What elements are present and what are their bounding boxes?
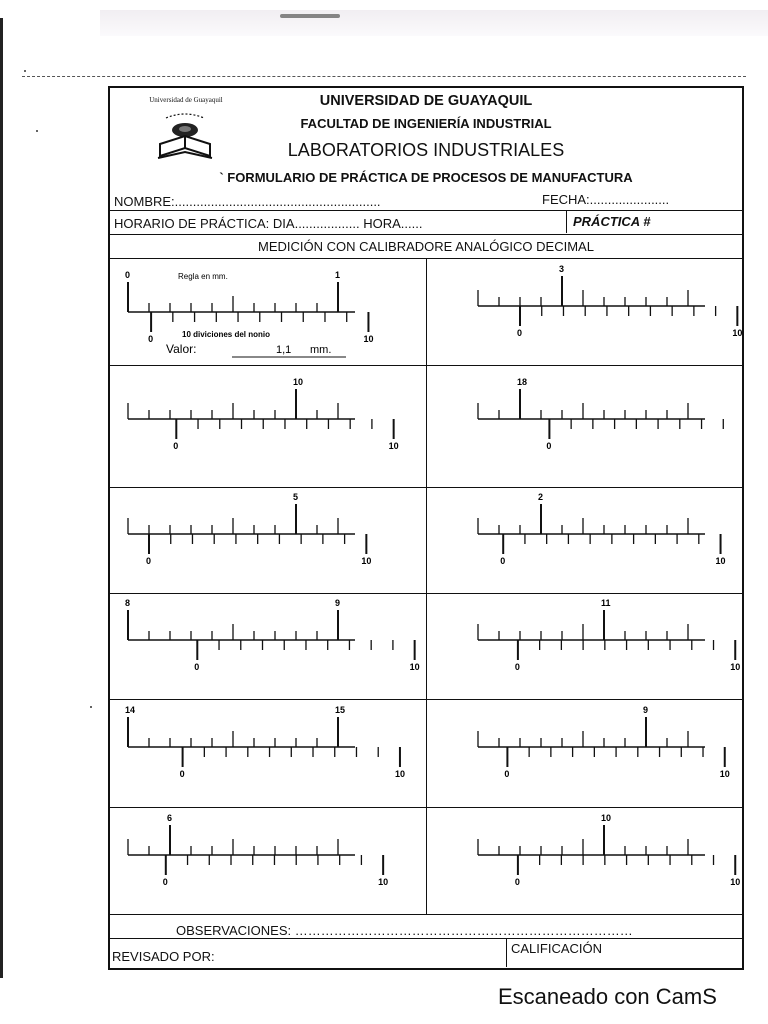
university-name: UNIVERSIDAD DE GUAYAQUIL [319,93,533,109]
nonius-label: 10 diviciones del nonio [182,330,271,339]
main-scale-label: 14 [125,705,136,715]
main-scale-label: 9 [643,705,649,715]
scan-speck [36,130,38,132]
faculty-name: FACULTAD DE INGENIERÍA INDUSTRIAL [300,116,552,131]
vernier-label: 10 [388,441,399,451]
date-field[interactable]: FECHA:...................... [542,192,670,207]
main-scale-label: 3 [559,264,565,274]
caliper-grid [110,258,742,914]
main-scale-label: 9 [335,598,341,608]
vernier-label: 0 [504,769,510,779]
main-scale-label: 5 [293,492,299,502]
schedule-row [110,210,742,234]
main-scale-label: 1 [335,270,341,280]
practice-number-field[interactable]: PRÁCTICA # [573,214,651,229]
grade-box [506,939,743,967]
scan-speck [24,70,26,72]
scale-label: Regla en mm. [178,272,228,281]
scan-page-edge [0,18,3,978]
vernier-label: 0 [179,769,185,779]
vernier-label: 10 [363,334,374,344]
form-header [110,88,742,196]
schedule-field[interactable]: HORARIO DE PRÁCTICA: DIA.................. HORA...... [114,216,423,231]
scan-speck [90,706,92,708]
valor-value[interactable]: 1,1 [276,344,292,356]
observations-row [110,914,742,938]
vernier-label: 0 [514,662,520,672]
scan-artifact [280,14,340,18]
vernier-label: 0 [148,334,154,344]
vernier-label: 0 [514,877,520,887]
scan-top-shade [100,10,768,36]
main-scale-label: 18 [517,377,528,387]
practice-form [108,86,744,970]
lab-name: LABORATORIOS INDUSTRIALES [287,140,565,160]
review-row [110,938,742,968]
vernier-label: 10 [409,662,420,672]
vernier-label: 10 [361,556,372,566]
vernier-label: 0 [162,877,168,887]
observations-field[interactable]: OBSERVACIONES: …………………………………………………………………… [176,923,633,938]
main-scale-label: 6 [167,813,173,823]
grade-field[interactable]: CALIFICACIÓN [511,941,603,956]
name-field[interactable]: NOMBRE:......................................................... [114,194,381,209]
main-scale-label: 2 [538,492,544,502]
form-title: ` FORMULARIO DE PRÁCTICA DE PROCESOS DE MANUFACTURA [219,170,633,185]
main-scale-label: 10 [601,813,612,823]
scan-dotted-line [22,76,746,77]
vernier-label: 10 [730,877,741,887]
vernier-label: 10 [394,769,405,779]
vernier-label: 0 [517,328,523,338]
vernier-label: 10 [719,769,730,779]
valor-label: Valor: [166,342,197,356]
vernier-label: 10 [378,877,389,887]
main-scale-label: 0 [125,270,131,280]
practice-number-box [566,211,743,233]
reviewed-by-field[interactable]: REVISADO POR: [112,949,215,964]
section-title: MEDICIÓN CON CALIBRADORE ANALÓGICO DECIMAL [110,234,742,258]
vernier-label: 10 [715,556,726,566]
valor-unit: mm. [310,344,332,356]
main-scale-label: 8 [125,598,131,608]
logo-caption: Universidad de Guayaquil [149,96,223,104]
scanner-watermark: Escaneado con CamS [498,984,717,1009]
main-scale-label: 15 [335,705,346,715]
vernier-label: 0 [173,441,179,451]
vernier-label: 10 [730,662,741,672]
vernier-label: 0 [500,556,506,566]
main-scale-label: 11 [601,598,611,608]
main-scale-label: 10 [293,377,304,387]
vernier-label: 10 [732,328,742,338]
calipers-drawing [110,259,742,915]
vernier-label: 0 [194,662,200,672]
vernier-label: 0 [146,556,152,566]
vernier-label: 0 [546,441,552,451]
